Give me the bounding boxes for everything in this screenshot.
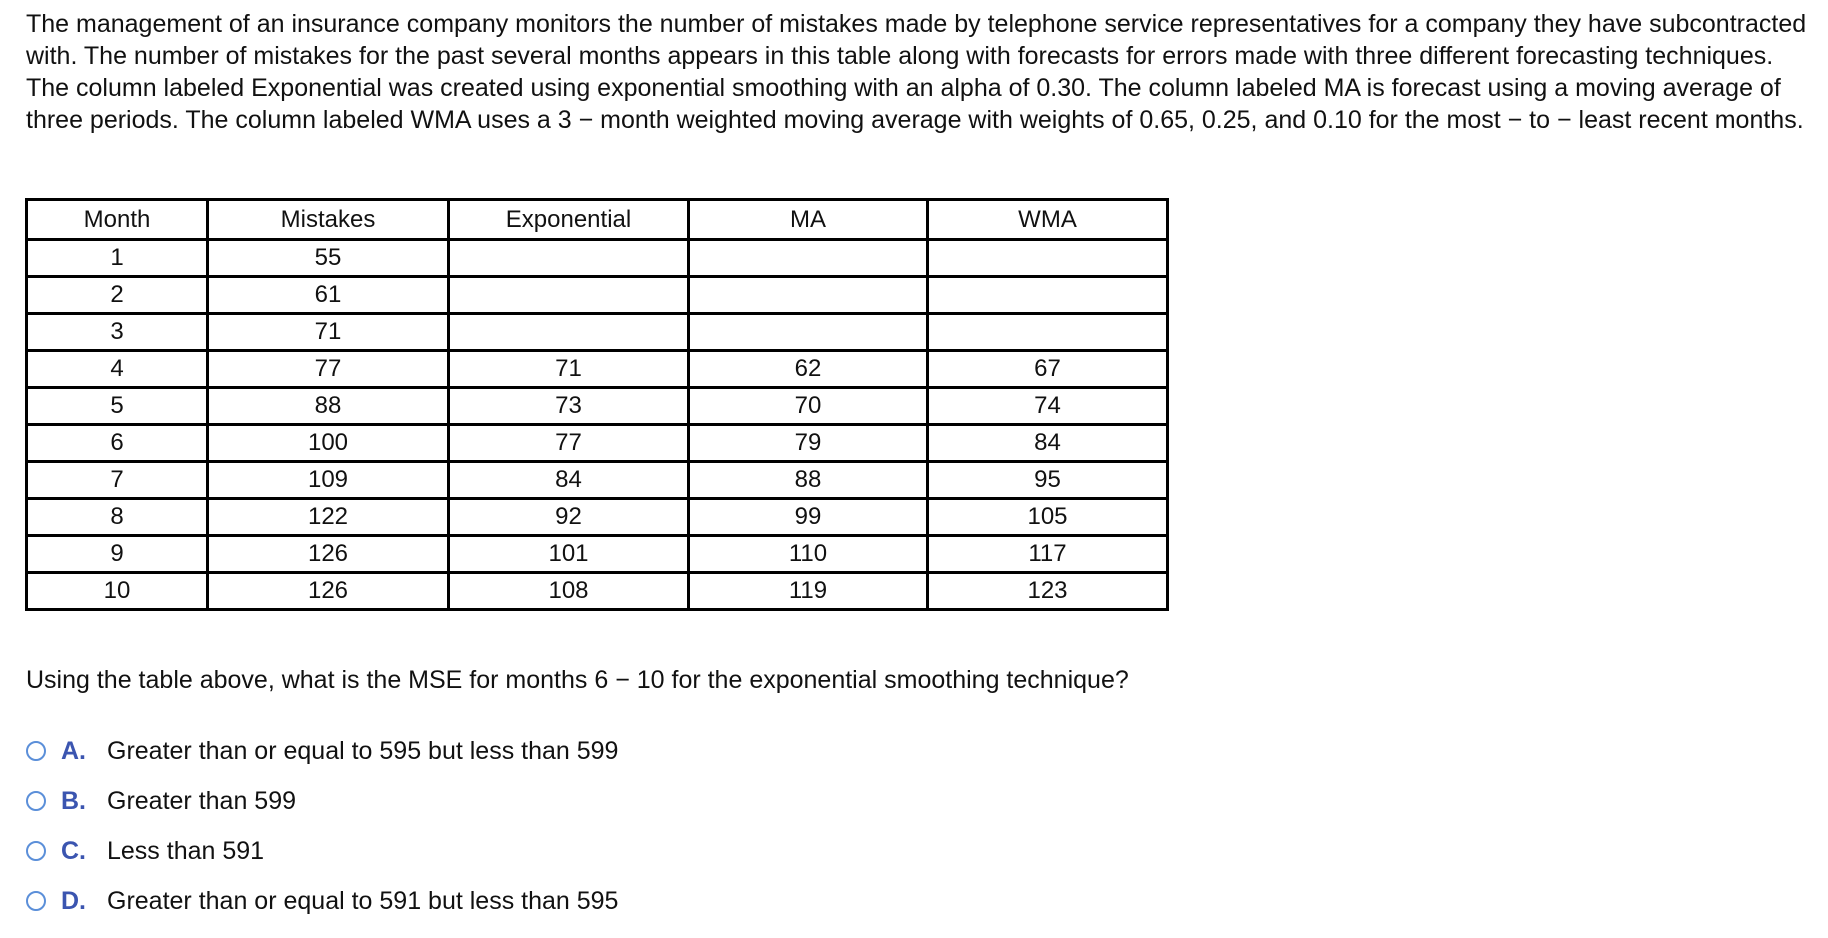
cell-mistakes: 77 (208, 351, 449, 388)
cell-mistakes: 126 (208, 536, 449, 573)
cell-exponential (449, 277, 689, 314)
table-header-row (27, 200, 1168, 240)
table-row (27, 573, 1168, 610)
cell-mistakes: 109 (208, 462, 449, 499)
cell-mistakes: 71 (208, 314, 449, 351)
option-text: Greater than 599 (107, 786, 297, 815)
radio-icon[interactable] (26, 741, 46, 761)
cell-ma: 119 (689, 573, 928, 610)
option-text: Greater than or equal to 595 but less than 599 (107, 736, 619, 765)
cell-month: 7 (27, 462, 208, 499)
cell-mistakes: 122 (208, 499, 449, 536)
cell-exponential: 71 (449, 351, 689, 388)
table-row (27, 388, 1168, 425)
header-exponential: Exponential (449, 200, 689, 240)
header-mistakes: Mistakes (208, 200, 449, 240)
table-row (27, 425, 1168, 462)
cell-month: 3 (27, 314, 208, 351)
cell-ma: 99 (689, 499, 928, 536)
option-text: Less than 591 (107, 836, 265, 865)
table-row (27, 499, 1168, 536)
cell-month: 8 (27, 499, 208, 536)
cell-exponential: 101 (449, 536, 689, 573)
header-ma: MA (689, 200, 928, 240)
table-row (27, 462, 1168, 499)
cell-ma (689, 314, 928, 351)
header-wma: WMA (928, 200, 1168, 240)
radio-icon[interactable] (26, 891, 46, 911)
cell-ma: 88 (689, 462, 928, 499)
cell-month: 10 (27, 573, 208, 610)
cell-wma: 74 (928, 388, 1168, 425)
cell-month: 1 (27, 240, 208, 277)
option-text: Greater than or equal to 591 but less than 595 (107, 886, 619, 915)
table-row (27, 536, 1168, 573)
cell-wma (928, 240, 1168, 277)
cell-exponential: 77 (449, 425, 689, 462)
option-letter: D. (61, 886, 86, 915)
table-row (27, 240, 1168, 277)
option-d[interactable] (26, 886, 618, 916)
cell-ma: 79 (689, 425, 928, 462)
cell-mistakes: 88 (208, 388, 449, 425)
question-text: The management of an insurance company monitors the number of mistakes made by telephone service representatives for a company they have subcontracted with. The number of mistakes for the past several months appears in this table along with forecasts for errors made with three different forecasting techniques. The column labeled Exponential was created using exponential smoothing with an alpha of 0.30. The column labeled MA is forecast using a moving average of three periods. The column labeled WMA uses a 3 − month weighted moving average with weights of 0.65, 0.25, and 0.10 for the most − to − least recent months. (26, 10, 1807, 134)
option-c[interactable] (26, 836, 618, 866)
header-month: Month (27, 200, 208, 240)
cell-month: 2 (27, 277, 208, 314)
data-table (25, 198, 1169, 611)
cell-wma: 117 (928, 536, 1168, 573)
option-b[interactable] (26, 786, 618, 816)
option-letter: B. (61, 786, 86, 815)
cell-month: 4 (27, 351, 208, 388)
option-a[interactable] (26, 736, 618, 766)
cell-wma: 123 (928, 573, 1168, 610)
cell-wma: 84 (928, 425, 1168, 462)
cell-wma (928, 314, 1168, 351)
cell-exponential: 92 (449, 499, 689, 536)
cell-ma: 70 (689, 388, 928, 425)
cell-exponential (449, 314, 689, 351)
cell-ma (689, 277, 928, 314)
question-prompt: Using the table above, what is the MSE for months 6 − 10 for the exponential smoothing technique? (26, 666, 1129, 694)
cell-wma: 67 (928, 351, 1168, 388)
radio-icon[interactable] (26, 791, 46, 811)
table-row (27, 351, 1168, 388)
cell-ma: 62 (689, 351, 928, 388)
cell-ma (689, 240, 928, 277)
cell-wma: 95 (928, 462, 1168, 499)
cell-wma: 105 (928, 499, 1168, 536)
option-letter: C. (61, 836, 86, 865)
cell-mistakes: 126 (208, 573, 449, 610)
cell-exponential: 108 (449, 573, 689, 610)
cell-month: 9 (27, 536, 208, 573)
radio-icon[interactable] (26, 841, 46, 861)
cell-exponential (449, 240, 689, 277)
cell-exponential: 84 (449, 462, 689, 499)
cell-month: 5 (27, 388, 208, 425)
table-row (27, 314, 1168, 351)
answer-options (26, 736, 618, 936)
table-row (27, 277, 1168, 314)
cell-month: 6 (27, 425, 208, 462)
option-letter: A. (61, 736, 86, 765)
cell-mistakes: 100 (208, 425, 449, 462)
cell-mistakes: 61 (208, 277, 449, 314)
cell-exponential: 73 (449, 388, 689, 425)
cell-ma: 110 (689, 536, 928, 573)
cell-mistakes: 55 (208, 240, 449, 277)
cell-wma (928, 277, 1168, 314)
